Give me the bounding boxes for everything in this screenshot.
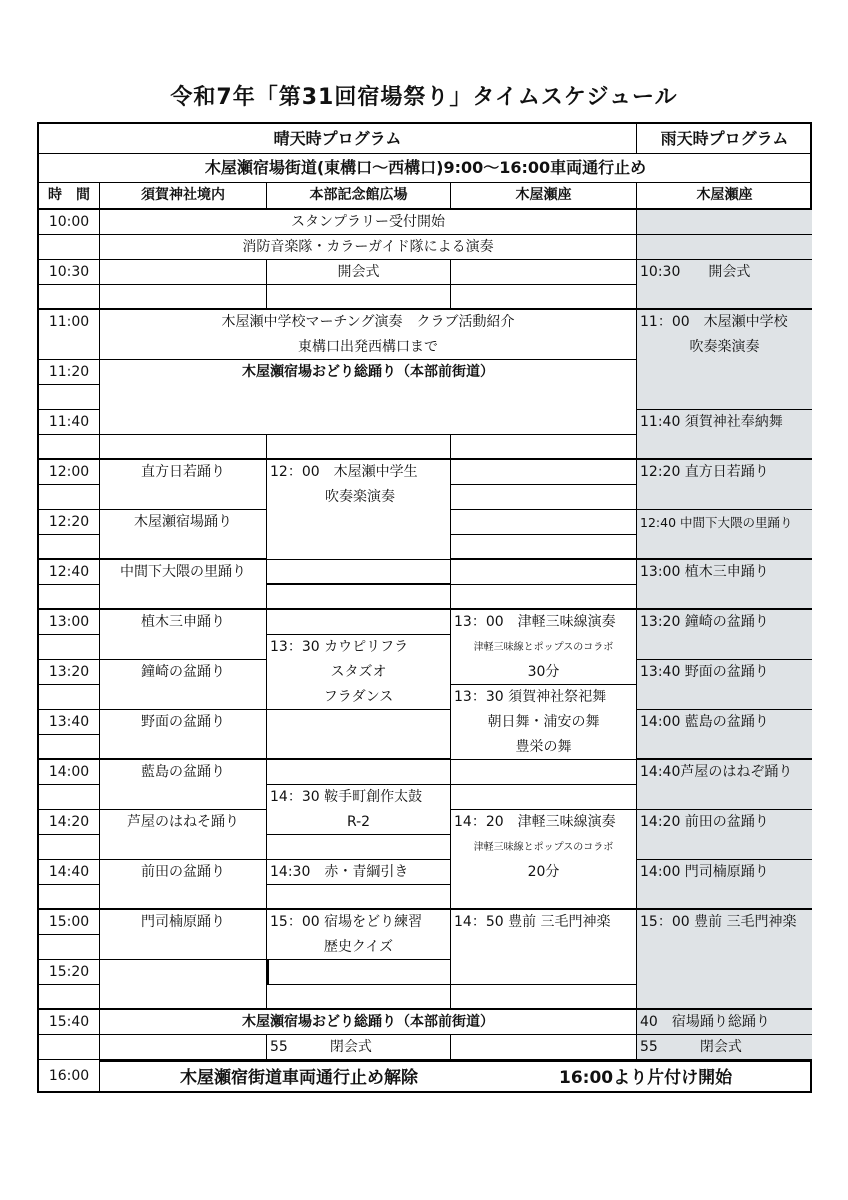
time-slot [39,485,100,510]
event-odori-all-morning: 木屋瀬宿場おどり総踊り（本部前街道） [100,360,637,435]
cell-empty [451,585,637,610]
cell-empty [267,835,451,860]
cell-empty [267,285,451,310]
honbu-quiz [267,910,451,960]
header-road-closure: 木屋瀬宿場街道(東構口～西構口)9:00～16:00車両通行止め [39,154,812,183]
time-slot [39,835,100,860]
cell-empty [267,760,451,785]
kagura-line-1: 13：30 須賀神社祭祀舞 [454,689,607,705]
taiko-line-2: R-2 [346,814,371,830]
suga-event: 直方日若踊り [100,460,267,510]
suga-event: 木屋瀬宿場踊り [100,510,267,560]
quiz-line-2: 歴史クイズ [323,939,394,955]
rain-school-band-line-2: 吹奏楽演奏 [689,339,760,355]
cell-empty [100,1035,267,1060]
cell-empty [451,435,637,460]
cell-empty [451,285,637,310]
suga-event: 芦屋のはねそ踊り [100,810,267,860]
rain-school-band-line-1: 11：00 木屋瀬中学校 [640,314,788,330]
suga-event: 中間下大隈の里踊り [100,560,267,610]
time-label: 16:00 [39,1060,100,1093]
time-slot [39,635,100,660]
time-slot [39,885,100,910]
kiyanose-kagura-dance [451,685,637,760]
time-label: 12:40 [39,560,100,585]
event-opening: 開会式 [267,260,451,285]
kagura-line-3: 豊栄の舞 [515,739,572,755]
honbu-hula [267,635,451,710]
shamisen2-line-3: 20分 [527,864,560,880]
rain-event-odori-all: 40 宿場踊り総踊り [637,1010,812,1035]
page-title: 令和7年「第31回宿場祭り」タイムスケジュール [170,85,678,110]
hula-line-1: 13：30 カウピリフラ [270,639,409,655]
rain-event: 13:40 野面の盆踊り [637,660,812,710]
rain-event: 12:40 中間下大隈の里踊り [637,510,812,560]
rain-event: 13:00 植木三申踊り [637,560,812,610]
time-slot [39,735,100,760]
time-label: 14:00 [39,760,100,785]
marching-line-1: 木屋瀬中学校マーチング演奏 クラブ活動紹介 [221,314,515,330]
cell-empty [451,485,637,510]
cell-empty [100,285,267,310]
suga-event: 前田の盆踊り [100,860,267,910]
suga-event: 鐘崎の盆踊り [100,660,267,710]
marching-line-2: 東構口出発西構口まで [298,339,438,355]
cell-empty [451,460,637,485]
quiz-line-1: 15：00 宿場をどり練習 [270,914,423,930]
cell-empty [451,760,637,785]
footer-row [100,1060,812,1093]
time-slot [39,385,100,410]
rain-event: 13:20 鐘崎の盆踊り [637,610,812,660]
rain-event: 14:20 前田の盆踊り [637,810,812,860]
rain-event-closing: 55 閉会式 [637,1035,812,1060]
honbu-taiko [267,785,451,835]
column-header-suga: 須賀神社境内 [100,183,267,210]
cell-empty [100,435,267,460]
suga-event: 藍島の盆踊り [100,760,267,810]
time-label: 11:00 [39,310,100,360]
rain-event-school-band [637,310,812,410]
suga-event: 野面の盆踊り [100,710,267,760]
school-band-line-2: 吹奏楽演奏 [325,489,395,505]
footer-cleanup: 16:00より片付け開始 [559,1068,733,1088]
rain-event: 12:20 直方日若踊り [637,460,812,510]
cell-empty [267,435,451,460]
time-slot [39,935,100,960]
header-rainy: 雨天時プログラム [637,124,812,154]
shamisen1-line-2: 津軽三味線とポップスのコラボ [473,642,614,653]
event-marching-band [100,310,637,360]
suga-event: 門司楠原踊り [100,910,267,960]
cell-empty [267,985,451,1010]
cell-empty [451,260,637,285]
cell-empty [451,1035,637,1060]
time-slot [39,535,100,560]
time-label: 12:00 [39,460,100,485]
cell-empty [100,960,267,1010]
suga-event: 植木三申踊り [100,610,267,660]
time-label: 15:40 [39,1010,100,1035]
rain-cell-empty [637,210,812,235]
time-label: 11:40 [39,410,100,435]
school-band-line-1: 12：00 木屋瀬中学生 [270,464,418,480]
shamisen2-line-1: 14：20 津軽三味線演奏 [454,814,616,830]
time-label: 10:00 [39,210,100,235]
cell-empty [451,785,637,810]
event-stamp-rally: スタンプラリー受付開始 [100,210,637,235]
cell-empty [451,510,637,535]
shamisen2-line-2: 津軽三味線とポップスのコラボ [473,842,614,853]
cell-empty [451,535,637,560]
cell-empty [267,560,451,585]
rain-event: 14:00 藍島の盆踊り [637,710,812,760]
time-slot [39,785,100,810]
shamisen1-line-3: 30分 [527,664,560,680]
kiyanose-shamisen-1 [451,610,637,685]
hula-line-3: フラダンス [323,689,394,705]
rain-event-opening: 10:30 開会式 [637,260,812,310]
time-slot [39,285,100,310]
hula-line-2: スタズオ [330,664,387,680]
kagura-line-2: 朝日舞・浦安の舞 [487,714,600,730]
column-header-honbu: 本部記念館広場 [267,183,451,210]
footer-road-release: 木屋瀬宿街道車両通行止め解除 [180,1068,418,1088]
honbu-closing: 55 閉会式 [267,1035,451,1060]
rain-event-buzen-kagura: 15：00 豊前 三毛門神楽 [637,910,812,1010]
column-header-time: 時 間 [39,183,100,210]
rain-event: 14:40芦屋のはねぞ踊り [637,760,812,810]
time-label: 13:40 [39,710,100,735]
shamisen1-line-1: 13：00 津軽三味線演奏 [454,614,616,630]
schedule-table [37,122,812,1093]
time-label: 15:00 [39,910,100,935]
cell-empty [100,260,267,285]
cell-empty [267,960,451,985]
cell-empty [267,710,451,760]
honbu-school-band [267,460,451,560]
time-slot [39,1035,100,1060]
rain-event: 14:00 門司楠原踊り [637,860,812,910]
time-slot [39,235,100,260]
time-slot [39,985,100,1010]
time-slot [39,435,100,460]
time-label: 13:20 [39,660,100,685]
cell-empty [267,885,451,910]
column-header-kiyanose: 木屋瀬座 [451,183,637,210]
event-odori-all-afternoon: 木屋瀬宿場おどり総踊り（本部前街道） [100,1010,637,1035]
honbu-tug-of-war: 14:30 赤・青綱引き [267,860,451,885]
time-label: 14:20 [39,810,100,835]
time-slot [39,685,100,710]
time-label: 15:20 [39,960,100,985]
cell-empty [451,985,637,1010]
cell-empty [267,610,451,635]
header-sunny: 晴天時プログラム [39,124,637,154]
cell-empty [451,560,637,585]
rain-event-suga-dance: 11:40 須賀神社奉納舞 [637,410,812,460]
cell-empty [267,585,451,610]
time-label: 10:30 [39,260,100,285]
column-header-rain-kiyanose: 木屋瀬座 [637,183,812,210]
time-label: 11:20 [39,360,100,385]
time-label: 12:20 [39,510,100,535]
kiyanose-buzen-kagura: 14：50 豊前 三毛門神楽 [451,910,637,985]
time-label: 13:00 [39,610,100,635]
event-band-performance: 消防音楽隊・カラーガイド隊による演奏 [100,235,637,260]
time-slot [39,585,100,610]
kiyanose-shamisen-2 [451,810,637,910]
rain-cell-empty [637,235,812,260]
taiko-line-1: 14：30 鞍手町創作太鼓 [270,789,423,805]
time-label: 14:40 [39,860,100,885]
